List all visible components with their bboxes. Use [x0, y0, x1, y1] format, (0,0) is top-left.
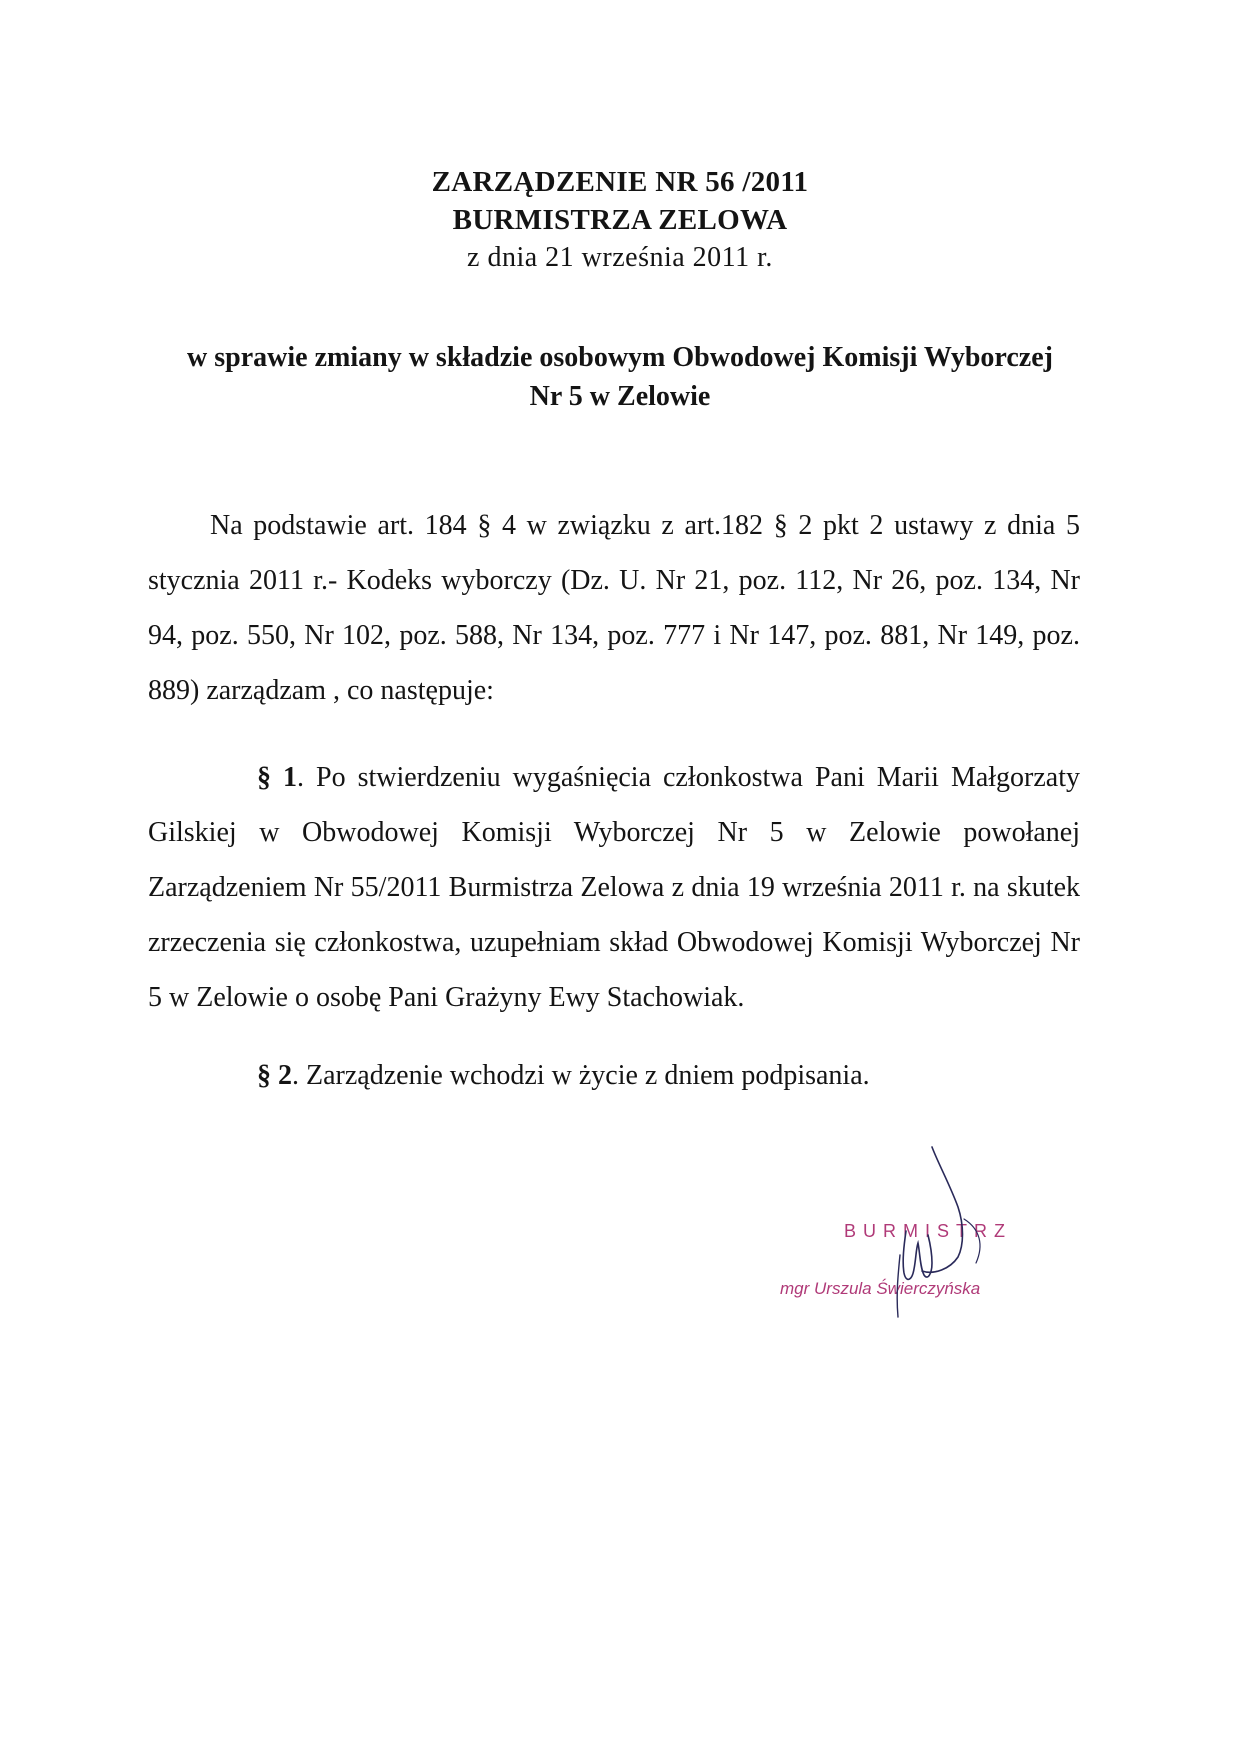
document-title: ZARZĄDZENIE NR 56 /2011 [431, 166, 809, 198]
section-1-label: § 1 [257, 762, 297, 793]
legal-basis-paragraph: Na podstawie art. 184 § 4 w związku z art.182 § 2 pkt 2 ustawy z dnia 5 stycznia 2011 r.- Kodeks wyborczy (Dz. U. Nr 21, poz. 112, Nr 26, poz. 134, Nr 94, poz. 550, Nr 102, poz. 588, Nr 134, poz. 777 i Nr 147, poz. 881, Nr 149, poz. 889) zarządzam , co następuje: [148, 510, 1080, 706]
section-1-text: . Po stwierdzeniu wygaśnięcia członkostwa Pani Marii Małgorzaty Gilskiej w Obwodowej Komisji Wyborczej Nr 5 w Zelowie powołanej Zarządzeniem Nr 55/2011 Burmistrza Zelowa z dnia 19 września 2011 r. na skutek zrzeczenia się członkostwa, uzupełniam skład Obwodowej Komisji Wyborczej Nr 5 w Zelowie o osobę Pani Grażyny Ewy Stachowiak. [148, 762, 1081, 1013]
mayor-stamp [780, 1145, 1080, 1325]
section-2-label: § 2 [257, 1060, 292, 1091]
subject-line-2: Nr 5 w Zelowie [529, 381, 711, 412]
section-2-paragraph [148, 1048, 1080, 1103]
section-2-text: . Zarządzenie wchodzi w życie z dniem podpisania. [292, 1060, 870, 1091]
subject-line-1: w sprawie zmiany w składzie osobowym Obwodowej Komisji Wyborczej [187, 342, 1053, 373]
document-date: z dnia 21 września 2011 r. [467, 242, 773, 273]
section-1-paragraph [148, 750, 1080, 1025]
handwritten-signature [780, 1145, 1080, 1325]
stamp-name: mgr Urszula Świerczyńska [780, 1279, 981, 1298]
stamp-title: BURMISTRZ [844, 1221, 1012, 1241]
document-subject [120, 338, 1120, 416]
issuing-authority: BURMISTRZA ZELOWA [452, 204, 788, 236]
